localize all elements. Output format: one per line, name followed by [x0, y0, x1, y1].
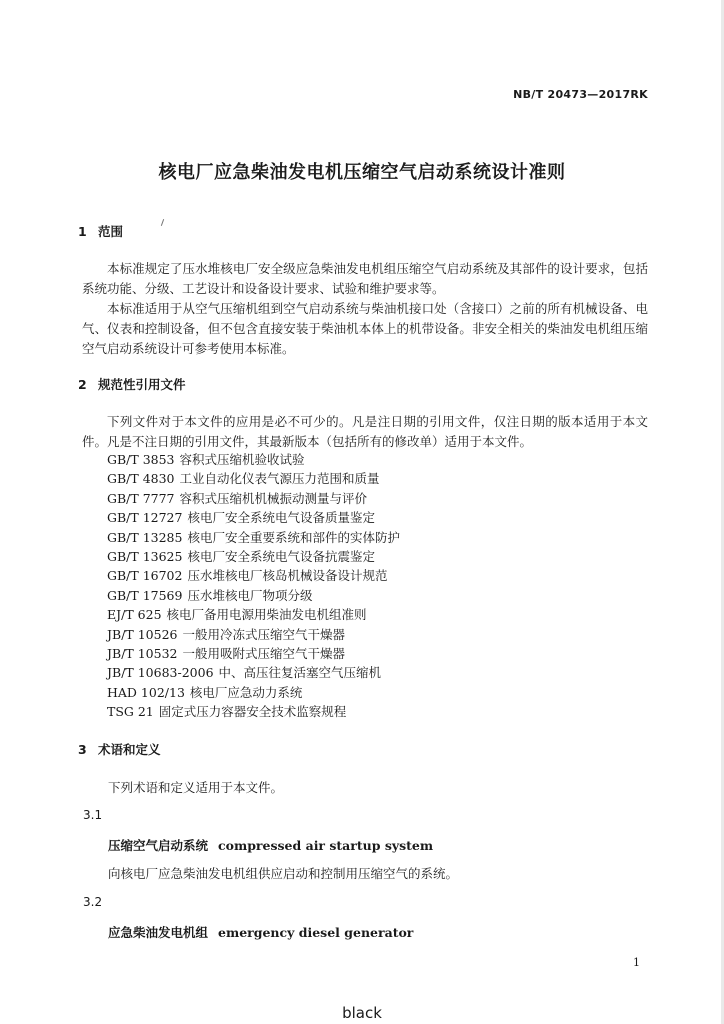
term-definition: 向核电厂应急柴油发电机组供应启动和控制用压缩空气的系统。 — [108, 866, 459, 881]
section-3-heading — [78, 740, 161, 758]
section-2-intro — [82, 412, 648, 452]
reference-title: 核电厂安全系统电气设备质量鉴定 — [187, 510, 375, 526]
reference-item — [107, 528, 400, 547]
reference-code: GB/T 3853 — [107, 452, 175, 467]
reference-code: GB/T 7777 — [107, 490, 175, 506]
reference-item — [107, 508, 400, 527]
reference-code: GB/T 13625 — [107, 548, 183, 564]
reference-item — [107, 605, 400, 624]
reference-item — [107, 663, 400, 682]
scan-mark — [161, 219, 164, 226]
term-english: emergency diesel generator — [218, 925, 414, 940]
reference-code: JB/T 10683-2006 — [107, 665, 214, 681]
reference-title: 压水堆核电厂物项分级 — [187, 587, 313, 603]
reference-code: GB/T 4830 — [107, 471, 175, 487]
term-heading — [108, 836, 433, 854]
section-2-heading — [78, 375, 186, 393]
reference-code: JB/T 10532 — [107, 645, 178, 661]
reference-title: 核电厂备用电源用柴油发电机组准则 — [166, 607, 367, 623]
section-number: 2 — [78, 377, 87, 392]
reference-code: GB/T 16702 — [107, 568, 183, 584]
reference-title: 中、高压往复活塞空气压缩机 — [218, 665, 382, 681]
reference-item — [107, 702, 400, 721]
section-number: 3 — [78, 742, 87, 757]
reference-title: 压水堆核电厂核岛机械设备设计规范 — [187, 568, 388, 584]
reference-code: EJ/T 625 — [107, 607, 162, 623]
page-number: 1 — [633, 956, 640, 969]
section-title: 规范性引用文件 — [98, 377, 186, 392]
term-chinese: 压缩空气启动系统 — [108, 838, 209, 853]
section-1-heading — [78, 222, 123, 240]
document-title: 核电厂应急柴油发电机压缩空气启动系统设计准则 — [158, 162, 566, 183]
reference-title: 一般用吸附式压缩空气干燥器 — [182, 645, 345, 661]
reference-title: 核电厂安全系统电气设备抗震鉴定 — [187, 548, 375, 564]
section-1-body — [82, 259, 648, 359]
reference-code: TSG 21 — [107, 704, 154, 720]
reference-item — [107, 586, 400, 605]
reference-item — [107, 450, 400, 469]
term-chinese: 应急柴油发电机组 — [108, 925, 209, 940]
reference-code: GB/T 12727 — [107, 510, 183, 526]
reference-item — [107, 644, 400, 663]
paragraph: 本标准规定了压水堆核电厂安全级应急柴油发电机组压缩空气启动系统及其部件的设计要求，包括系统功能、分级、工艺设计和设备设计要求、试验和维护要求等。 — [82, 261, 648, 296]
reference-item — [107, 683, 400, 702]
reference-item — [107, 469, 400, 488]
term-english: compressed air startup system — [218, 838, 434, 853]
reference-list — [107, 450, 400, 721]
section-title: 术语和定义 — [98, 742, 161, 757]
section-number: 1 — [78, 224, 87, 239]
term-heading — [108, 923, 413, 941]
reference-item — [107, 566, 400, 585]
reference-title: 工业自动化仪表气源压力范围和质量 — [179, 471, 380, 487]
bottom-label: black — [342, 1004, 382, 1022]
section-3-intro: 下列术语和定义适用于本文件。 — [108, 780, 284, 795]
reference-code: HAD 102/13 — [107, 684, 185, 700]
reference-title: 核电厂应急动力系统 — [189, 684, 303, 700]
reference-title: 容积式压缩机验收试验 — [179, 452, 305, 467]
section-title: 范围 — [98, 224, 124, 239]
term-number: 3.1 — [83, 808, 103, 822]
paragraph: 本标准适用于从空气压缩机组到空气启动系统与柴油机接口处（含接口）之前的所有机械设备、电气、仪表和控制设备，但不包含直接安装于柴油机本体上的机带设备。非安全相关的柴油发电机组压缩空气启动系统设计可参考使用本标准。 — [82, 301, 648, 356]
reference-item — [107, 489, 400, 508]
reference-title: 容积式压缩机机械振动测量与评价 — [179, 490, 368, 506]
document-code: NB/T 20473—2017RK — [513, 88, 648, 101]
paragraph: 下列文件对于本文件的应用是必不可少的。凡是注日期的引用文件，仅注日期的版本适用于本文件。凡是不注日期的引用文件，其最新版本（包括所有的修改单）适用于本文件。 — [82, 414, 648, 449]
reference-code: JB/T 10526 — [107, 626, 178, 642]
term-number: 3.2 — [83, 895, 103, 909]
reference-code: GB/T 13285 — [107, 529, 183, 545]
reference-title: 核电厂安全重要系统和部件的实体防护 — [187, 529, 400, 545]
reference-code: GB/T 17569 — [107, 587, 183, 603]
reference-title: 固定式压力容器安全技术监察规程 — [158, 704, 347, 720]
reference-item — [107, 625, 400, 644]
reference-title: 一般用冷冻式压缩空气干燥器 — [182, 626, 345, 642]
reference-item — [107, 547, 400, 566]
